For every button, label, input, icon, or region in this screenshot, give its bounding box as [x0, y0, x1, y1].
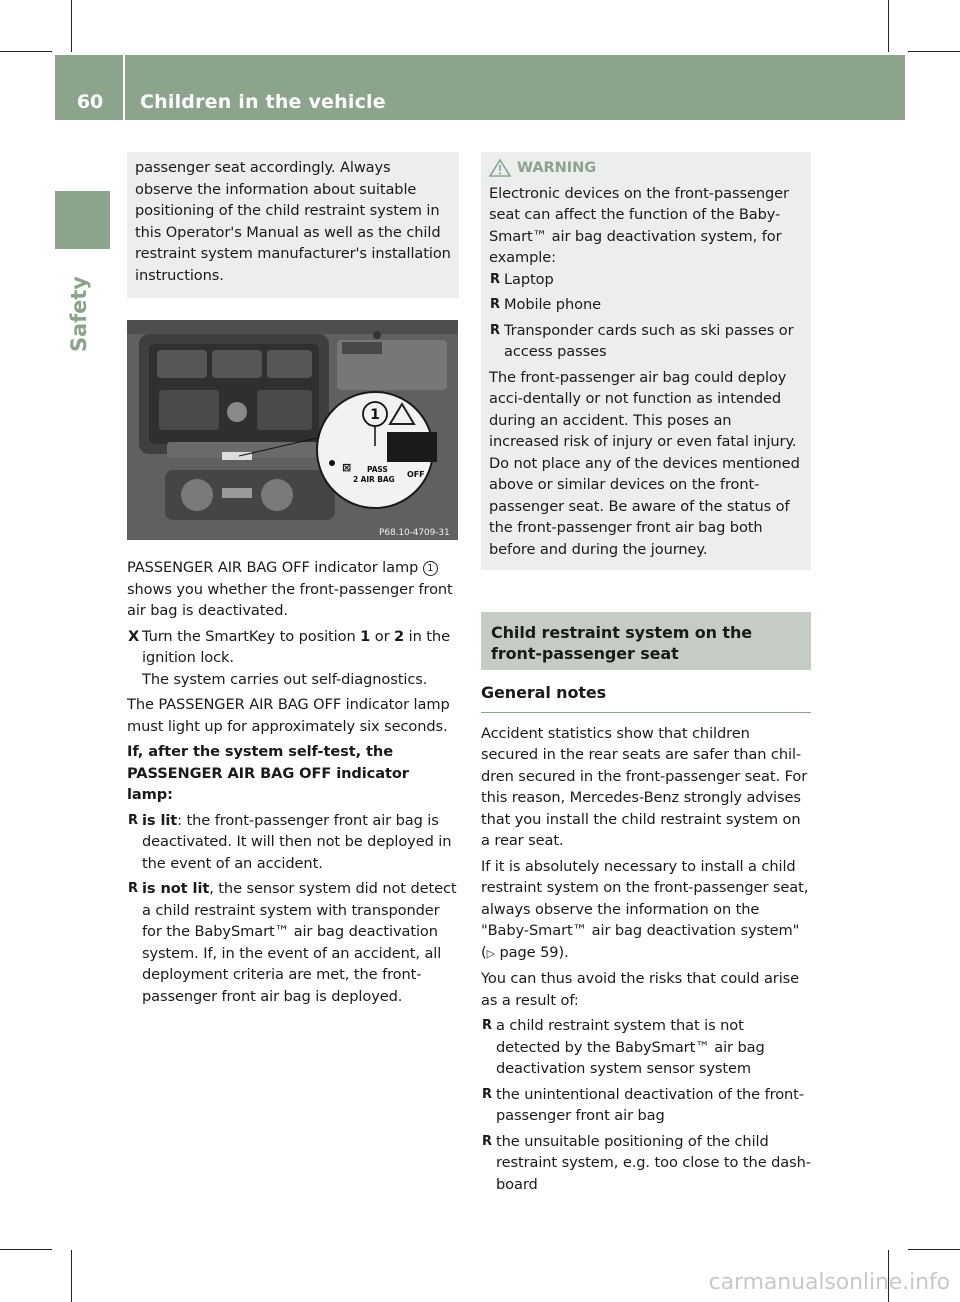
body-paragraph: You can thus avoid the risks that could arise as a result of: [481, 970, 800, 1009]
left-column [127, 152, 459, 1011]
section-heading: Child restraint system on the front-passenger seat [481, 612, 811, 670]
header-divider [123, 55, 125, 120]
figure-airbag-label: 2 AIR BAG [353, 475, 395, 484]
step-result: The system carries out self-diagnostics. [142, 670, 428, 688]
chapter-title: Children in the vehicle [140, 91, 386, 113]
dashboard-illustration [127, 320, 458, 540]
step-marker-icon: X [128, 627, 140, 645]
info-box-text: passenger seat accordingly. Always observe the information about suitable positioning of the child restraint system in this Operator's Manual as well as the child restraint system manufacturer's installation instructions. [135, 159, 451, 284]
side-tab-label: Safety [67, 276, 91, 352]
list-item: R a child restraint system that is not detected by the BabySmart™ air bag deactivation system sensor system [481, 1015, 811, 1080]
warning-device-list [489, 269, 803, 363]
figure-pass-label: PASS [367, 465, 388, 474]
crop-mark [0, 51, 52, 52]
page-reference-arrow-icon: ▷ [486, 946, 495, 960]
crop-mark [908, 1249, 960, 1250]
intro-section [127, 557, 459, 1007]
right-column [481, 152, 811, 1199]
callout-ref-icon: 1 [423, 561, 438, 576]
warning-paragraph: Do not place any of the devices mentioned above or similar devices on the front-passenger seat. Be aware of the status of the front-passenger front air bag both before and during the journey. [489, 454, 800, 558]
crop-mark [71, 1250, 72, 1302]
warning-paragraph: The front-passenger air bag could deploy acci-dentally or not function as intended during an accident. This poses an increased risk of injury or even fatal injury. [489, 368, 797, 450]
list-item: R Laptop [489, 269, 803, 291]
dashboard-figure [127, 320, 458, 540]
warning-box [481, 152, 811, 570]
figure-code: P68.10-4709-31 [379, 528, 450, 538]
figure-callout: 1 [370, 407, 380, 423]
self-test-heading: If, after the system self-test, the PASSENGER AIR BAG OFF indicator lamp: [127, 743, 409, 803]
figure-airbag-icon: ⊠ [342, 461, 352, 474]
instruction-step: X Turn the SmartKey to position 1 or 2 in the ignition lock. The system carries out self-diagnostics. [128, 627, 450, 688]
page-number: 60 [76, 91, 104, 113]
list-item: R Transponder cards such as ski passes or access passes [489, 320, 803, 363]
info-box [127, 152, 459, 298]
crop-mark [0, 1249, 52, 1250]
warning-header [489, 157, 803, 179]
list-item: R the unsuitable positioning of the child restraint system, e.g. too close to the dash-board [481, 1131, 811, 1196]
crop-mark [908, 51, 960, 52]
lamp-paragraph: The PASSENGER AIR BAG OFF indicator lamp must light up for approximately six seconds. [127, 696, 450, 735]
warning-paragraph: Electronic devices on the front-passenger seat can affect the function of the Baby-Smart™ air bag deactivation system, for example: [489, 184, 789, 266]
list-item: R is lit: the front-passenger front air bag is deactivated. It will then not be deployed in the event of an accident. [127, 810, 459, 875]
body-paragraph: Accident statistics show that children secured in the rear seats are safer than chil-dren secured in the front-passenger seat. For this reason, Mercedes-Benz strongly advises that you install the child restraint system on a rear seat. [481, 724, 808, 849]
body-paragraph: If it is absolutely necessary to install a child restraint system on the front-passenger seat, always observe the information on the "Baby-Smart™ air bag deactivation system" (▷ page 59). [481, 856, 811, 965]
list-item: R is not lit, the sensor system did not detect a child restraint system with transponder for the BabySmart™ air bag deactivation system. If, in the event of an accident, all deployment criteria are met, the front-passenger front air bag is deployed. [127, 878, 459, 1007]
sub-heading: General notes [481, 682, 811, 713]
crop-mark [888, 0, 889, 52]
page-reference-link[interactable]: page 59). [499, 943, 569, 961]
list-item: R the unintentional deactivation of the front-passenger front air bag [481, 1084, 811, 1127]
risk-list [481, 1015, 811, 1195]
side-tab-block [55, 191, 110, 249]
watermark: carmanualsonline.info [708, 1270, 950, 1295]
intro-paragraph: PASSENGER AIR BAG OFF indicator lamp 1 shows you whether the front-passenger front air bag is deactivated. [127, 559, 453, 619]
warning-triangle-icon [489, 159, 511, 177]
warning-title: WARNING [517, 159, 597, 176]
figure-off-label: OFF [407, 470, 425, 479]
lamp-status-list [127, 810, 459, 1008]
crop-mark [71, 0, 72, 52]
list-item: R Mobile phone [489, 294, 803, 316]
